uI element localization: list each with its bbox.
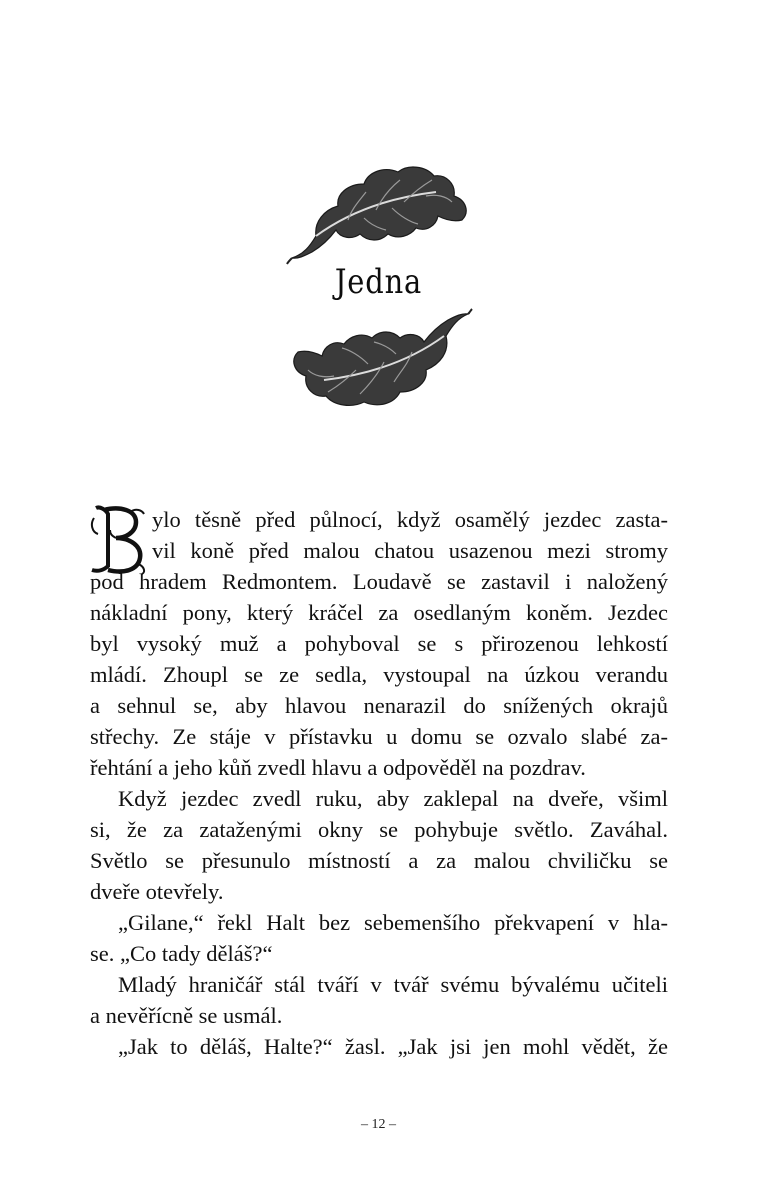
body-line: mládí. Zhoupl se ze sedla, vystoupal na úzkou verandu bbox=[90, 662, 668, 687]
chapter-body bbox=[90, 504, 668, 1062]
body-line: si, že za zataženými okny se pohybuje světlo. Zaváhal. bbox=[90, 817, 668, 842]
body-line: se. „Co tady děláš?“ bbox=[90, 941, 273, 966]
body-line: Když jezdec zvedl ruku, aby zaklepal na dveře, všiml bbox=[118, 786, 668, 811]
body-line: ylo těsně před půlnocí, když osamělý jezdec zasta- bbox=[152, 507, 668, 532]
body-line: dveře otevřely. bbox=[90, 879, 224, 904]
oak-leaf-bottom-icon bbox=[286, 308, 474, 412]
body-line: nákladní pony, který kráčel za osedlaným koněm. Jezdec bbox=[90, 600, 668, 625]
dropcap-b-ornament bbox=[90, 504, 148, 576]
page-number: – 12 – bbox=[361, 1117, 396, 1132]
body-line: řehtání a jeho kůň zvedl hlavu a odpověděl na pozdrav. bbox=[90, 755, 586, 780]
body-line: a sehnul se, aby hlavou nenarazil do snížených okrajů bbox=[90, 693, 668, 718]
body-line: „Jak to děláš, Halte?“ žasl. „Jak jsi jen mohl vědět, že bbox=[118, 1034, 668, 1059]
body-line: pod hradem Redmontem. Loudavě se zastavil i naložený bbox=[90, 569, 668, 594]
body-line: „Gilane,“ řekl Halt bez sebemenšího překvapení v hla- bbox=[118, 910, 668, 935]
body-line: byl vysoký muž a pohyboval se s přirozenou lehkostí bbox=[90, 631, 668, 656]
body-line: a nevěřícně se usmál. bbox=[90, 1003, 283, 1028]
body-line: střechy. Ze stáje v přístavku u domu se ozvalo slabé za- bbox=[90, 724, 668, 749]
oak-leaf-top-icon bbox=[286, 162, 474, 266]
body-line: Světlo se přesunulo místností a za malou chviličku se bbox=[90, 848, 668, 873]
body-line: Mladý hraničář stál tváří v tvář svému bývalému učiteli bbox=[118, 972, 668, 997]
chapter-title: Jedna bbox=[334, 262, 423, 302]
body-line: vil koně před malou chatou usazenou mezi stromy bbox=[152, 538, 668, 563]
